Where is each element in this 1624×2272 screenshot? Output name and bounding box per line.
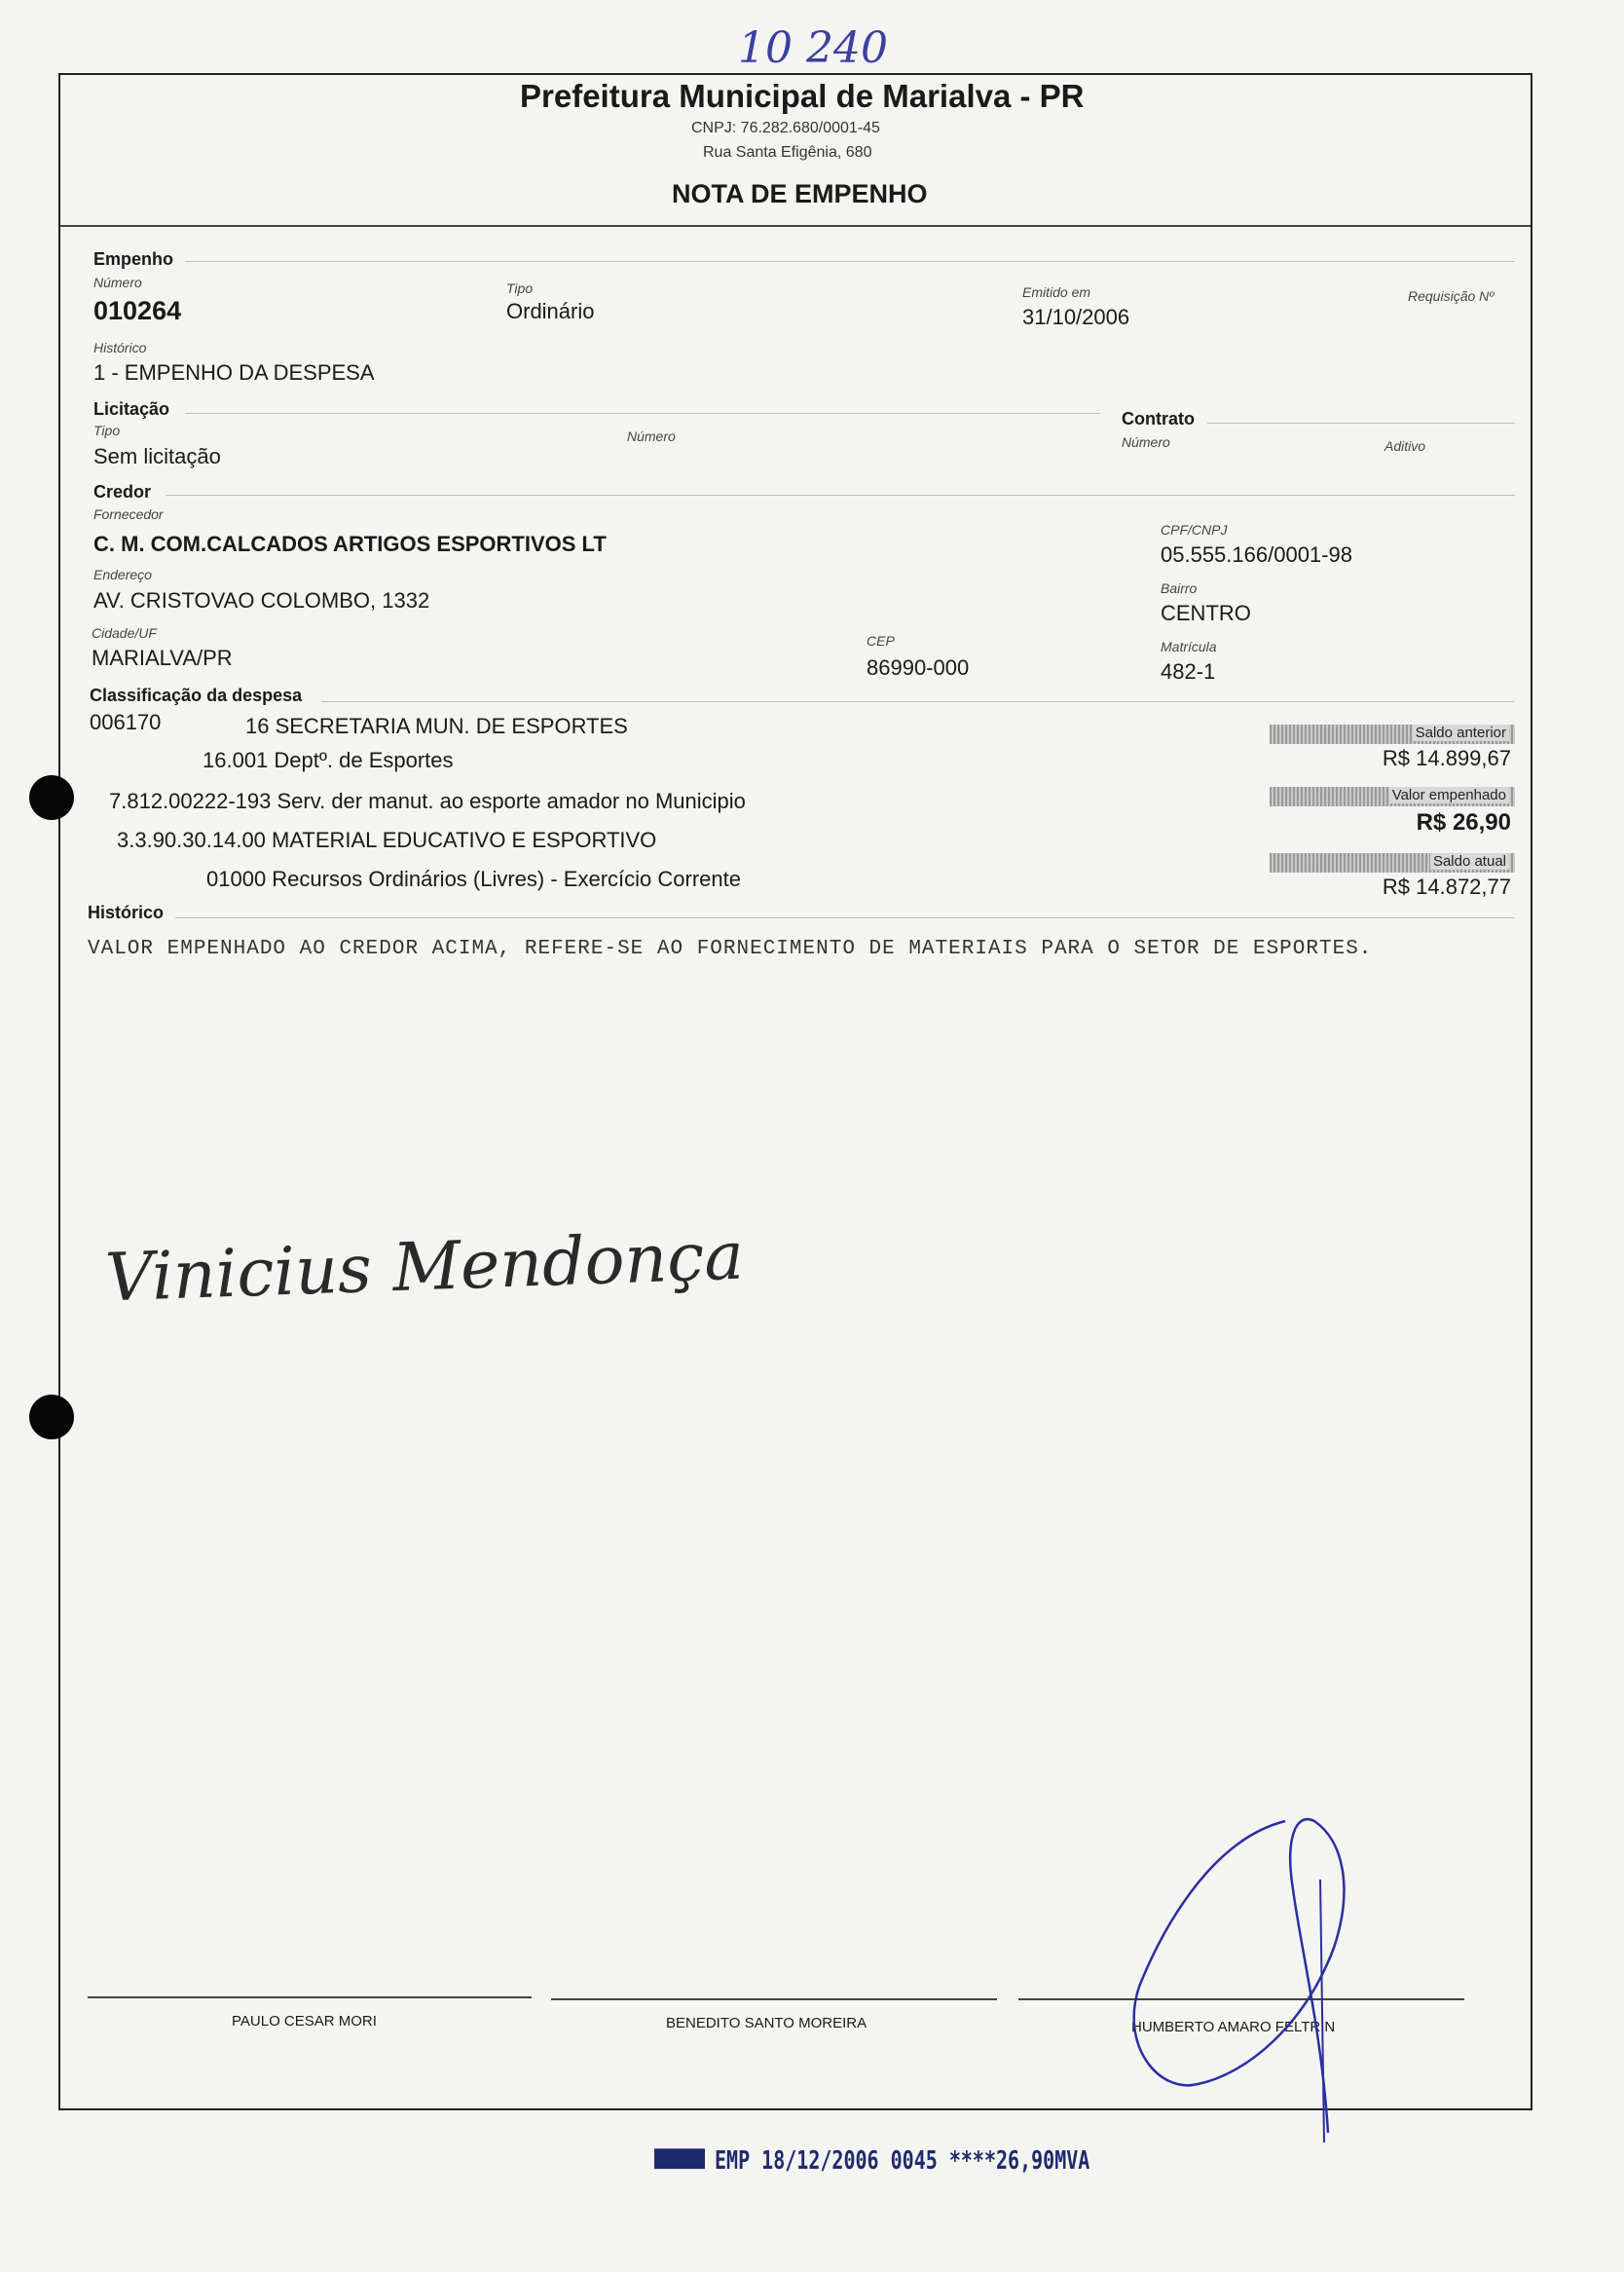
address-text: Rua Santa Efigênia, 680: [703, 144, 872, 161]
emitido-value: 31/10/2006: [1022, 305, 1130, 329]
classificacao-orgao: 16 SECRETARIA MUN. DE ESPORTES: [245, 714, 628, 738]
requisicao-label: Requisição Nº: [1408, 288, 1495, 304]
classificacao-funcional: 7.812.00222-193 Serv. der manut. ao esporte amador no Municipio: [109, 789, 746, 813]
bairro-value: CENTRO: [1161, 601, 1251, 625]
signature-name-2: BENEDITO SANTO MOREIRA: [666, 2015, 867, 2031]
historico-text: VALOR EMPENHADO AO CREDOR ACIMA, REFERE-SE AO FORNECIMENTO DE MATERIAIS PARA O SETOR DE ESPORTES.: [88, 938, 1373, 960]
saldo-anterior-value: R$ 14.899,67: [1382, 746, 1511, 770]
processing-stamp: [654, 2144, 1089, 2175]
stamp-logo-icon: [654, 2148, 705, 2169]
classificacao-code: 006170: [90, 710, 162, 734]
contrato-rule: [1207, 423, 1515, 424]
header-divider: [60, 225, 1531, 227]
endereco-value: AV. CRISTOVAO COLOMBO, 1332: [93, 588, 430, 613]
historico-section-label: Histórico: [88, 903, 165, 922]
empenho-rule: [185, 261, 1515, 262]
cnpj-text: CNPJ: 76.282.680/0001-45: [691, 120, 880, 136]
classificacao-rule: [321, 701, 1515, 702]
saldo-atual-value: R$ 14.872,77: [1382, 875, 1511, 899]
saldo-atual-bar: [1270, 853, 1515, 873]
signature-line-1: [88, 1996, 532, 1998]
signature-scribble-icon: [1120, 1802, 1373, 2152]
cidade-value: MARIALVA/PR: [92, 646, 233, 670]
empenho-tipo-label: Tipo: [506, 280, 534, 296]
classificacao-elemento: 3.3.90.30.14.00 MATERIAL EDUCATIVO E ESPORTIVO: [117, 828, 657, 852]
bairro-label: Bairro: [1161, 580, 1198, 596]
saldo-atual-label: Saldo atual: [1430, 853, 1509, 870]
saldo-anterior-bar: [1270, 725, 1515, 744]
classificacao-fonte: 01000 Recursos Ordinários (Livres) - Exercício Corrente: [206, 867, 741, 891]
credor-section-label: Credor: [93, 482, 152, 502]
handwritten-name: Vinicius Mendonça: [103, 1217, 746, 1318]
contrato-aditivo-label: Aditivo: [1384, 438, 1426, 454]
credor-rule: [166, 495, 1515, 496]
classificacao-section-label: Classificação da despesa: [90, 686, 303, 705]
stamp-text: EMP 18/12/2006 0045 ****26,90MVA: [715, 2144, 1090, 2176]
fornecedor-value: C. M. COM.CALCADOS ARTIGOS ESPORTIVOS LT: [93, 532, 607, 556]
valor-empenhado-label: Valor empenhado: [1389, 787, 1509, 803]
emitido-label: Emitido em: [1022, 284, 1091, 300]
licitacao-tipo-label: Tipo: [93, 423, 121, 438]
licitacao-section-label: Licitação: [93, 399, 170, 419]
empenho-numero-value: 010264: [93, 296, 182, 325]
matricula-label: Matrícula: [1161, 639, 1217, 654]
empenho-numero-label: Número: [93, 275, 142, 290]
historico-rule: [175, 917, 1515, 918]
saldo-anterior-label: Saldo anterior: [1413, 725, 1509, 741]
valor-empenhado-bar: [1270, 787, 1515, 806]
fornecedor-label: Fornecedor: [93, 506, 164, 522]
empenho-historico-value: 1 - EMPENHO DA DESPESA: [93, 360, 375, 385]
cep-label: CEP: [867, 633, 895, 649]
empenho-historico-label: Histórico: [93, 340, 147, 355]
cep-value: 86990-000: [867, 655, 970, 680]
valor-empenhado-value: R$ 26,90: [1416, 809, 1511, 836]
endereco-label: Endereço: [93, 567, 152, 582]
document-title: NOTA DE EMPENHO: [672, 179, 928, 208]
empenho-tipo-value: Ordinário: [506, 299, 595, 323]
empenho-section-label: Empenho: [93, 249, 174, 269]
cpf-value: 05.555.166/0001-98: [1161, 542, 1352, 567]
signature-name-3: HUMBERTO AMARO FELTRIN: [1131, 2019, 1336, 2035]
handwritten-number-annotation: 10 240: [738, 23, 888, 73]
matricula-value: 482-1: [1161, 659, 1216, 684]
signature-line-2: [551, 1998, 997, 2000]
licitacao-tipo-value: Sem licitação: [93, 444, 221, 468]
contrato-section-label: Contrato: [1122, 409, 1195, 428]
cidade-label: Cidade/UF: [92, 625, 157, 641]
page-title: Prefeitura Municipal de Marialva - PR: [520, 78, 1085, 114]
signature-name-1: PAULO CESAR MORI: [232, 2013, 377, 2030]
licitacao-rule: [185, 413, 1100, 414]
punch-hole-top: [29, 775, 74, 820]
contrato-numero-label: Número: [1122, 434, 1170, 450]
classificacao-unidade: 16.001 Deptº. de Esportes: [203, 748, 454, 772]
licitacao-numero-label: Número: [627, 428, 676, 444]
punch-hole-bottom: [29, 1395, 74, 1439]
cpf-label: CPF/CNPJ: [1161, 522, 1228, 538]
